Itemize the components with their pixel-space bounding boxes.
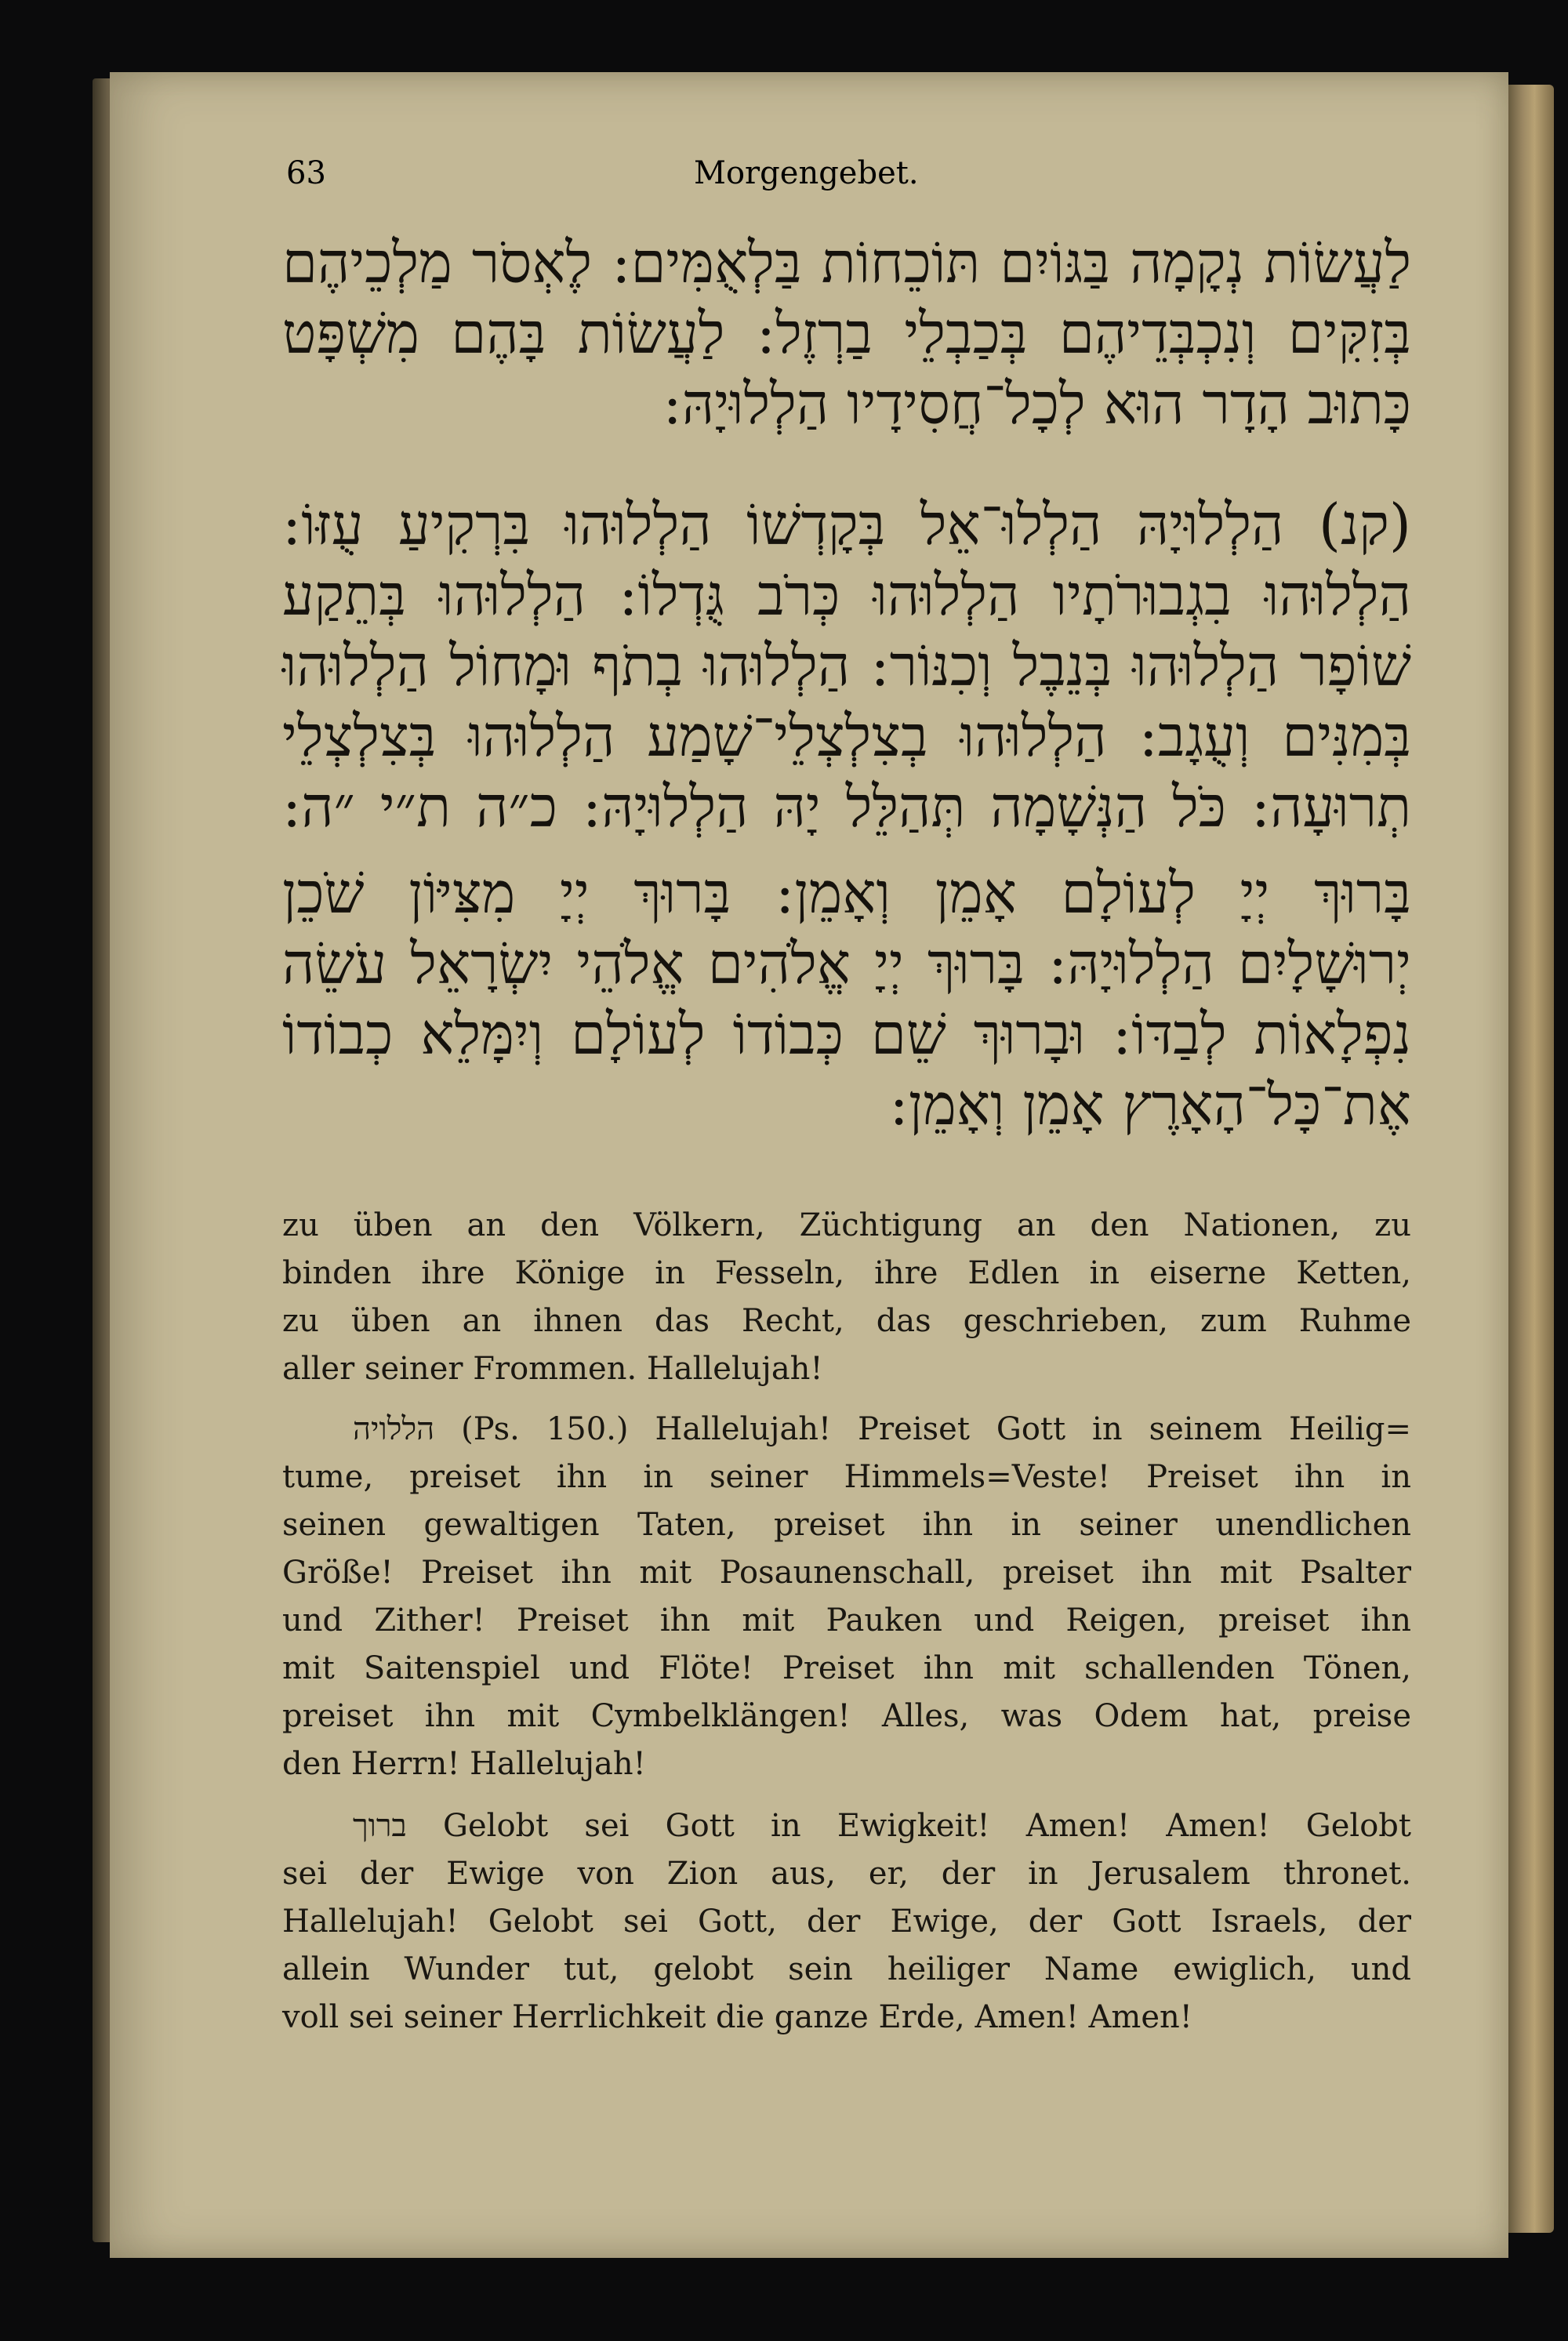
- book-page-edges: [1505, 85, 1554, 2233]
- german-line: zu üben an den Völkern, Züchtigung an den Nationen, zu: [282, 1207, 1411, 1243]
- german-line: den Herrn! Hallelujah!: [282, 1746, 646, 1782]
- hebrew-line: כָּתוּב הָדָר הוּא לְכָל־חֲסִידָיו הַלְלוּיָהּ:: [662, 371, 1411, 437]
- german-paragraph-baruch: [282, 1802, 1411, 2042]
- german-line: sei der Ewige von Zion aus, er, der in Jerusalem thronet.: [282, 1856, 1411, 1892]
- german-line: binden ihre Könige in Fesseln, ihre Edlen in eiserne Ketten,: [282, 1255, 1411, 1291]
- hebrew-line: (קנ) הַלְלוּיָהּ הַלְלוּ־אֵל בְּקָדְשׁוֹ הַלְלוּהוּ בִּרְקִיעַ עֻזּוֹ:: [282, 492, 1411, 557]
- german-line: seinen gewaltigen Taten, preiset ihn in seiner unendlichen: [282, 1507, 1411, 1543]
- hebrew-line: לַעֲשׂוֹת נְקָמָה בַּגּוֹיִם תּוֹכֵחוֹת בַּלְאֻמִּים: לֶאְסֹר מַלְכֵיהֶם: [282, 230, 1411, 296]
- hebrew-line: בְּמִנִּים וְעֻגָב: הַלְלוּהוּ בְצִלְצְלֵי־שָׁמַע הַלְלוּהוּ בְּצִלְצְלֵי: [282, 703, 1411, 769]
- german-line: Hallelujah! Gelobt sei Gott, der Ewige, der Gott Israels, der: [282, 1904, 1411, 1940]
- hebrew-line: יְרוּשָׁלָיִם הַלְלוּיָהּ: בָּרוּךְ יְיָ אֱלֹהִים אֱלֹהֵי יִשְׂרָאֵל עֹשֵׂה: [282, 931, 1411, 996]
- german-line: aller seiner Frommen. Hallelujah!: [282, 1351, 823, 1387]
- hebrew-line: שׁוֹפָר הַלְלוּהוּ בְּנֵבֶל וְכִנּוֹר: הַלְלוּהוּ בְתֹף וּמָחוֹל הַלְלוּהוּ: [282, 633, 1411, 699]
- hebrew-line: תְרוּעָה: כֹּל הַנְּשָׁמָה תְּהַלֵּל יָהּ הַלְלוּיָהּ: כ״ה ת״י ״ה:: [282, 774, 1411, 840]
- hebrew-line: בָּרוּךְ יְיָ לְעוֹלָם אָמֵן וְאָמֵן: בָּרוּךְ יְיָ מִצִּיּוֹן שֹׁכֵן: [282, 860, 1411, 926]
- german-line: tume, preiset ihn in seiner Himmels=Veste! Preiset ihn in: [282, 1459, 1411, 1495]
- hebrew-paragraph-baruch: [282, 858, 1411, 1140]
- german-line: preiset ihn mit Cymbelklängen! Alles, was Odem hat, preise: [282, 1698, 1411, 1734]
- german-line: voll sei seiner Herrlichkeit die ganze Erde, Amen! Amen!: [282, 1999, 1192, 2035]
- german-line: הללויה (Ps. 150.) Hallelujah! Preiset Gott in seinem Heilig=: [353, 1411, 1411, 1447]
- hebrew-paragraph-psalm-150: [282, 489, 1411, 842]
- german-line: und Zither! Preiset ihn mit Pauken und Reigen, preiset ihn: [282, 1602, 1411, 1639]
- page-header: [286, 155, 1399, 202]
- german-line: allein Wunder tut, gelobt sein heiliger Name ewiglich, und: [282, 1951, 1411, 1987]
- german-paragraph-psalm-150: [282, 1406, 1411, 1788]
- hebrew-line: בְּזִקִּים וְנִכְבְּדֵיהֶם בְּכַבְלֵי בַרְזֶל: לַעֲשׂוֹת בָּהֶם מִשְׁפָּט: [282, 300, 1411, 366]
- german-line: zu üben an ihnen das Recht, das geschrieben, zum Ruhme: [282, 1303, 1411, 1339]
- german-paragraph-1: [282, 1202, 1411, 1393]
- hebrew-line: נִפְלָאוֹת לְבַדּוֹ: וּבָרוּךְ שֵׁם כְּבוֹדוֹ לְעוֹלָם וְיִמָּלֵא כְבוֹדוֹ: [282, 1001, 1412, 1067]
- hebrew-line: הַלְלוּהוּ בִגְבוּרֹתָיו הַלְלוּהוּ כְּרֹב גֻּדְלוֹ: הַלְלוּהוּ בְּתֵקַע: [282, 562, 1411, 628]
- running-title: Morgengebet.: [694, 155, 919, 191]
- german-line: mit Saitenspiel und Flöte! Preiset ihn mit schallenden Tönen,: [282, 1650, 1411, 1686]
- hebrew-line: אֶת־כָּל־הָאָרֶץ אָמֵן וְאָמֵן:: [889, 1072, 1411, 1138]
- page-number: 63: [286, 155, 326, 191]
- german-line: Größe! Preiset ihn mit Posaunenschall, preiset ihn mit Psalter: [282, 1555, 1411, 1591]
- hebrew-paragraph-1: [282, 227, 1411, 439]
- german-line: ברוך Gelobt sei Gott in Ewigkeit! Amen! Amen! Gelobt: [353, 1808, 1411, 1844]
